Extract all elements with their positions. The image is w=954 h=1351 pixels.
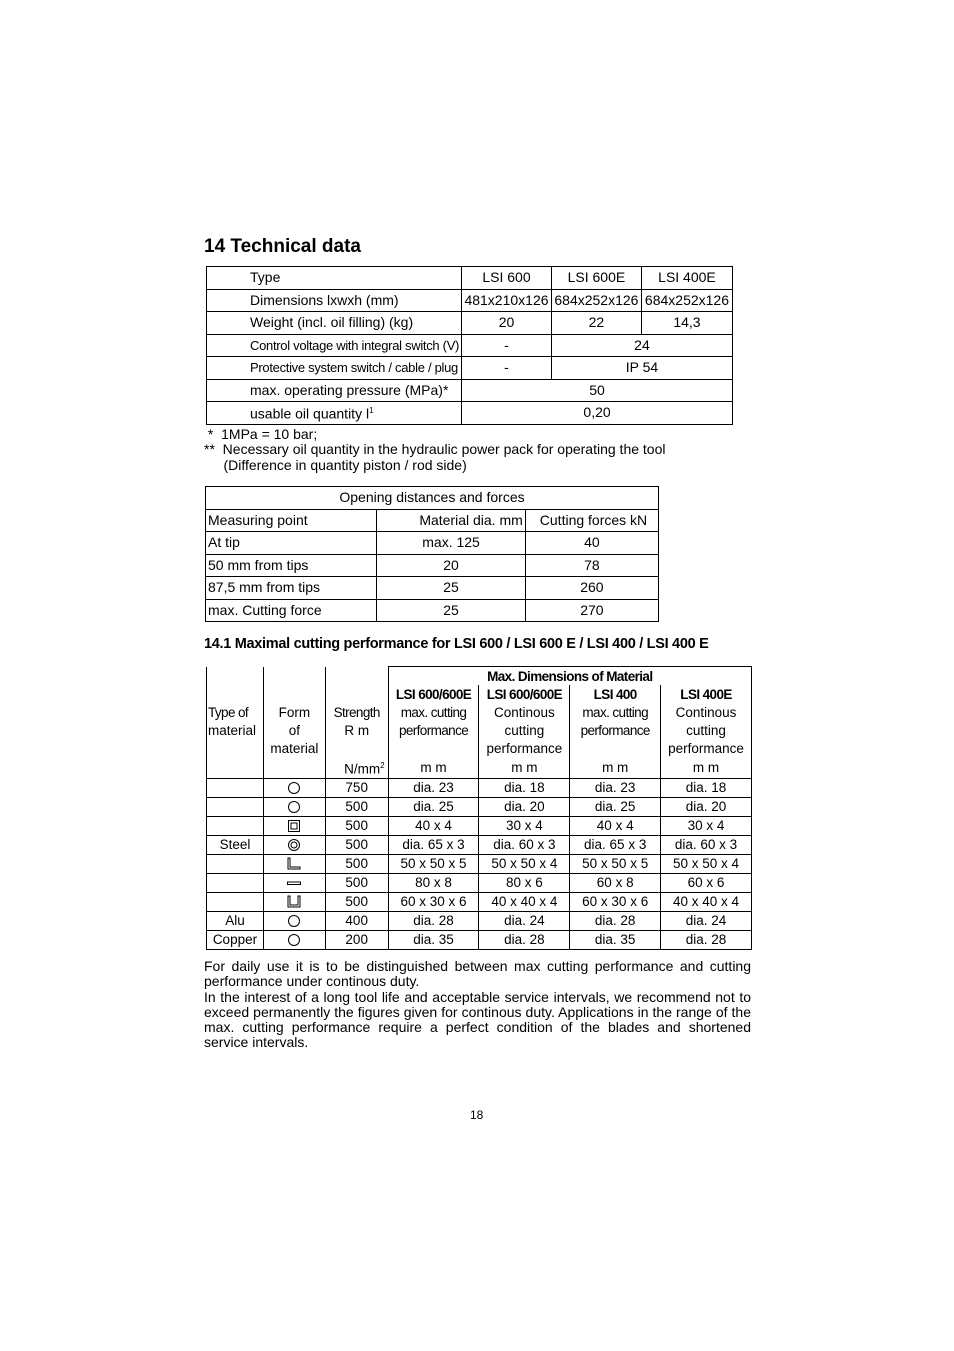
unit-label: m m — [388, 757, 479, 778]
strength-unit-text: N/mm — [344, 761, 381, 777]
spec-label: Dimensions lxwxh (mm) — [207, 289, 462, 312]
material-type — [207, 816, 264, 835]
table-row — [206, 554, 659, 577]
cutting-capacity: 40 x 40 x 4 — [479, 892, 570, 911]
cutting-capacity: 80 x 6 — [479, 873, 570, 892]
cutting-capacity: dia. 24 — [661, 911, 752, 930]
column-header: Type of — [207, 703, 264, 721]
table-row — [207, 835, 752, 854]
column-desc — [570, 739, 661, 757]
spec-label: max. operating pressure (MPa)* — [207, 379, 462, 402]
column-header: material — [263, 739, 325, 757]
strength-value: 500 — [325, 816, 388, 835]
cutting-capacity: dia. 65 x 3 — [388, 835, 479, 854]
strength-value: 500 — [325, 873, 388, 892]
table-row — [207, 721, 752, 739]
cutting-capacity: dia. 25 — [570, 797, 661, 816]
material-type — [207, 854, 264, 873]
strength-value: 500 — [325, 797, 388, 816]
spec-label: Protective system switch / cable / plug — [207, 357, 462, 380]
model-header: LSI 600/600E — [479, 685, 570, 703]
cutting-capacity: dia. 18 — [479, 778, 570, 797]
spec-value: - — [462, 334, 552, 357]
column-header: R m — [325, 721, 388, 739]
cutting-force: 78 — [525, 554, 658, 577]
column-desc: performance — [479, 739, 570, 757]
table-row — [207, 379, 733, 402]
strength-value: 750 — [325, 778, 388, 797]
measuring-point: max. Cutting force — [206, 599, 377, 622]
cutting-capacity: dia. 35 — [570, 930, 661, 949]
round-bar-icon — [263, 778, 325, 797]
column-desc: performance — [388, 721, 479, 739]
cutting-capacity: 80 x 8 — [388, 873, 479, 892]
performance-rows — [207, 778, 752, 949]
technical-specs-table — [206, 266, 733, 425]
spec-label: Weight (incl. oil filling) (kg) — [207, 312, 462, 335]
column-header: material — [207, 721, 264, 739]
model-header: LSI 600 — [462, 267, 552, 290]
cutting-capacity: dia. 28 — [661, 930, 752, 949]
cutting-capacity: 30 x 4 — [661, 816, 752, 835]
table-row — [207, 873, 752, 892]
cutting-capacity: 40 x 4 — [570, 816, 661, 835]
cutting-capacity: 50 x 50 x 4 — [479, 854, 570, 873]
column-desc: Continous — [479, 703, 570, 721]
unit-label: m m — [661, 757, 752, 778]
footnote: * 1MPa = 10 bar; — [204, 426, 318, 442]
cutting-capacity: dia. 65 x 3 — [570, 835, 661, 854]
spec-value: 0,20 — [462, 402, 733, 425]
round-bar-icon — [263, 911, 325, 930]
column-desc: cutting — [479, 721, 570, 739]
material-dia: 25 — [377, 599, 525, 622]
column-header: Form — [263, 703, 325, 721]
spec-label-text: usable oil quantity l — [250, 406, 370, 423]
section-heading: 14 Technical data — [204, 236, 361, 257]
table-row — [207, 357, 733, 380]
column-header: Measuring point — [206, 509, 377, 532]
strength-value: 500 — [325, 854, 388, 873]
cutting-capacity: dia. 60 x 3 — [661, 835, 752, 854]
spec-label: Control voltage with integral switch (V) — [207, 334, 462, 357]
material-dia: 25 — [377, 577, 525, 600]
round-bar-icon — [263, 797, 325, 816]
cutting-capacity: dia. 20 — [661, 797, 752, 816]
table-row — [207, 892, 752, 911]
table-row — [207, 402, 733, 425]
column-header: Strength — [325, 703, 388, 721]
cutting-capacity: 40 x 40 x 4 — [661, 892, 752, 911]
strength-value: 400 — [325, 911, 388, 930]
model-header: LSI 400E — [661, 685, 752, 703]
cutting-capacity: dia. 60 x 3 — [479, 835, 570, 854]
cutting-capacity: dia. 24 — [479, 911, 570, 930]
cutting-capacity: 50 x 50 x 4 — [661, 854, 752, 873]
spec-value: 20 — [462, 312, 552, 335]
angle-profile-icon — [263, 854, 325, 873]
table-row — [207, 854, 752, 873]
round-tube-icon — [263, 835, 325, 854]
table-row — [207, 685, 752, 703]
model-header: LSI 600/600E — [388, 685, 479, 703]
table-row — [207, 267, 733, 290]
paragraph: In the interest of a long tool life and acceptable service intervals, we recommend not to exceed permanently the figures given for continous duty. Applications in the range of the max. cutting performance require a perfect condition of the blades and shortened service intervals. — [204, 989, 751, 1050]
model-header: LSI 600E — [551, 267, 641, 290]
measuring-point: 87,5 mm from tips — [206, 577, 377, 600]
measuring-point: 50 mm from tips — [206, 554, 377, 577]
cutting-capacity: 40 x 4 — [388, 816, 479, 835]
table-row — [207, 930, 752, 949]
material-dia: max. 125 — [377, 532, 525, 555]
cutting-capacity: 60 x 30 x 6 — [570, 892, 661, 911]
cutting-capacity: 30 x 4 — [479, 816, 570, 835]
paragraph: For daily use it is to be distinguished between max cutting performance and cutting performance under continous duty. — [204, 958, 751, 989]
spec-value: IP 54 — [551, 357, 732, 380]
column-desc: max. cutting — [388, 703, 479, 721]
table-row — [206, 532, 659, 555]
table-row — [206, 577, 659, 600]
square-tube-icon — [263, 816, 325, 835]
table-row — [207, 334, 733, 357]
cutting-capacity: dia. 28 — [479, 930, 570, 949]
cutting-capacity: dia. 35 — [388, 930, 479, 949]
table-title: Opening distances and forces — [206, 487, 659, 510]
material-type — [207, 797, 264, 816]
model-header: LSI 400 — [570, 685, 661, 703]
cutting-capacity: dia. 28 — [570, 911, 661, 930]
cutting-capacity: 50 x 50 x 5 — [388, 854, 479, 873]
material-type — [207, 892, 264, 911]
column-desc: max. cutting — [570, 703, 661, 721]
spec-label — [207, 402, 462, 425]
measuring-point: At tip — [206, 532, 377, 555]
cutting-force: 40 — [525, 532, 658, 555]
round-bar-icon — [263, 930, 325, 949]
footnote: (Difference in quantity piston / rod side) — [204, 457, 467, 473]
material-type — [207, 873, 264, 892]
material-type — [207, 778, 264, 797]
table-row — [207, 312, 733, 335]
column-desc: performance — [661, 739, 752, 757]
spec-value: 50 — [462, 379, 733, 402]
spec-value: 24 — [551, 334, 732, 357]
strength-value: 500 — [325, 835, 388, 854]
column-desc: cutting — [661, 721, 752, 739]
cutting-capacity: dia. 23 — [570, 778, 661, 797]
cutting-capacity: 50 x 50 x 5 — [570, 854, 661, 873]
table-row — [207, 757, 752, 778]
model-header: LSI 400E — [641, 267, 732, 290]
material-type: Steel — [207, 835, 264, 854]
unit-label: m m — [479, 757, 570, 778]
cutting-force: 260 — [525, 577, 658, 600]
spec-label: Type — [207, 267, 462, 290]
cutting-capacity: 60 x 30 x 6 — [388, 892, 479, 911]
table-row — [207, 739, 752, 757]
cutting-capacity: dia. 28 — [388, 911, 479, 930]
opening-forces-table — [205, 486, 659, 622]
table-title: Max. Dimensions of Material — [388, 667, 751, 686]
spec-label-sup: 1 — [369, 406, 374, 416]
table-row — [207, 911, 752, 930]
cutting-capacity: dia. 23 — [388, 778, 479, 797]
table-row — [207, 289, 733, 312]
spec-value: 481x210x126 — [462, 289, 552, 312]
flat-bar-icon — [263, 873, 325, 892]
spec-value: 14,3 — [641, 312, 732, 335]
material-type: Alu — [207, 911, 264, 930]
table-row — [207, 667, 752, 686]
strength-unit-sup: 2 — [380, 761, 385, 770]
spec-value: - — [462, 357, 552, 380]
cutting-performance-table — [206, 666, 752, 950]
table-row — [207, 703, 752, 721]
strength-value: 200 — [325, 930, 388, 949]
column-desc — [388, 739, 479, 757]
spec-value: 684x252x126 — [551, 289, 641, 312]
table-row — [206, 487, 659, 510]
column-desc: Continous — [661, 703, 752, 721]
table-row — [207, 797, 752, 816]
column-header: of — [263, 721, 325, 739]
spec-value: 684x252x126 — [641, 289, 732, 312]
table-row — [206, 509, 659, 532]
strength-value: 500 — [325, 892, 388, 911]
cutting-capacity: dia. 18 — [661, 778, 752, 797]
table-row — [206, 599, 659, 622]
table-row — [207, 778, 752, 797]
subsection-heading: 14.1 Maximal cutting performance for LSI 600 / LSI 600 E / LSI 400 / LSI 400 E — [204, 636, 709, 652]
channel-profile-icon — [263, 892, 325, 911]
spec-value: 22 — [551, 312, 641, 335]
footnote: ** Necessary oil quantity in the hydraulic power pack for operating the tool — [204, 441, 666, 457]
table-row — [207, 816, 752, 835]
column-header: Cutting forces kN — [525, 509, 658, 532]
cutting-capacity: 60 x 8 — [570, 873, 661, 892]
cutting-capacity: dia. 20 — [479, 797, 570, 816]
material-dia: 20 — [377, 554, 525, 577]
cutting-capacity: dia. 25 — [388, 797, 479, 816]
material-type: Copper — [207, 930, 264, 949]
cutting-capacity: 60 x 6 — [661, 873, 752, 892]
column-desc: performance — [570, 721, 661, 739]
strength-unit — [325, 757, 388, 778]
unit-label: m m — [570, 757, 661, 778]
cutting-force: 270 — [525, 599, 658, 622]
column-header: Material dia. mm — [377, 509, 525, 532]
page-number: 18 — [470, 1108, 484, 1122]
